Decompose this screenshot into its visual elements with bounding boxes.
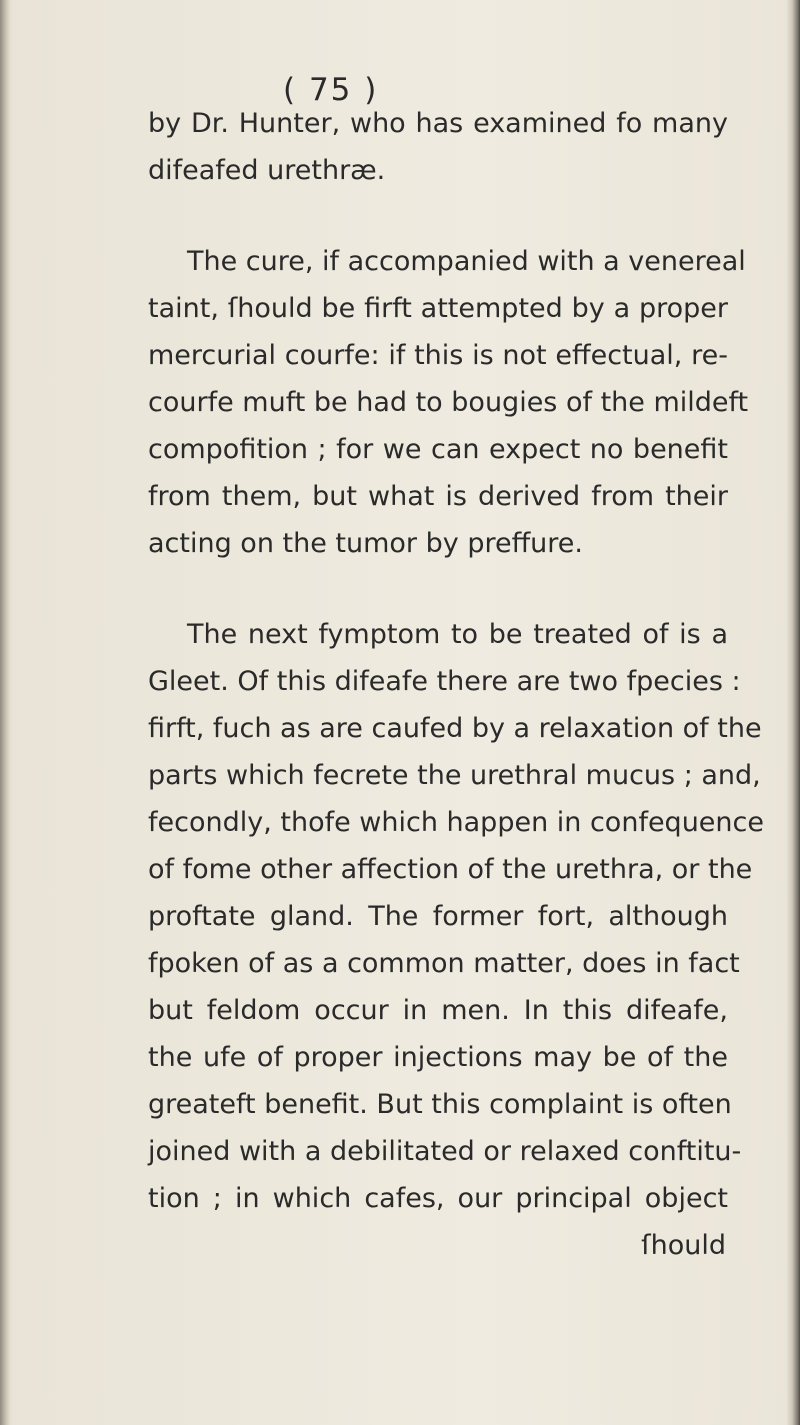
text-line: compofition ; for we can expect no benefit	[148, 434, 728, 465]
page-number: ( 75 )	[283, 72, 379, 108]
text-line: greateft benefit. But this complaint is often	[148, 1089, 732, 1120]
text-line: the ufe of proper injections may be of the	[148, 1042, 728, 1073]
text-line: fpoken of as a common matter, does in fact	[148, 948, 740, 979]
catchword: ſhould	[641, 1230, 726, 1261]
text-line: Gleet. Of this difeafe there are two fpecies :	[148, 666, 741, 697]
text-line: parts which fecrete the urethral mucus ; and,	[148, 760, 761, 791]
text-line: proftate gland. The former fort, although	[148, 901, 728, 932]
page-edge-shadow	[786, 0, 800, 1425]
text-line: mercurial courfe: if this is not effectual, re-	[148, 340, 728, 371]
text-line: joined with a debilitated or relaxed conftitu-	[148, 1136, 742, 1167]
body-text	[148, 100, 764, 1269]
text-line: from them, but what is derived from their	[148, 481, 728, 512]
text-line: firft, fuch as are caufed by a relaxation of the	[148, 713, 762, 744]
text-line: courfe muft be had to bougies of the mildeft	[148, 387, 749, 418]
text-line: but feldom occur in men. In this difeafe,	[148, 995, 728, 1026]
text-line: of fome other affection of the urethra, or the	[148, 854, 753, 885]
text-line: The next fymptom to be treated of is a	[187, 619, 728, 650]
text-line: fecondly, thofe which happen in confequence	[148, 807, 764, 838]
text-line: difeafed urethræ.	[148, 155, 386, 186]
text-line: taint, ſhould be firft attempted by a proper	[148, 293, 728, 324]
page-gutter-shadow	[0, 0, 10, 1425]
text-line: tion ; in which cafes, our principal object	[148, 1183, 728, 1214]
text-line: The cure, if accompanied with a venereal	[187, 246, 746, 277]
text-line: acting on the tumor by preffure.	[148, 528, 583, 559]
text-line: by Dr. Hunter, who has examined fo many	[148, 108, 728, 139]
